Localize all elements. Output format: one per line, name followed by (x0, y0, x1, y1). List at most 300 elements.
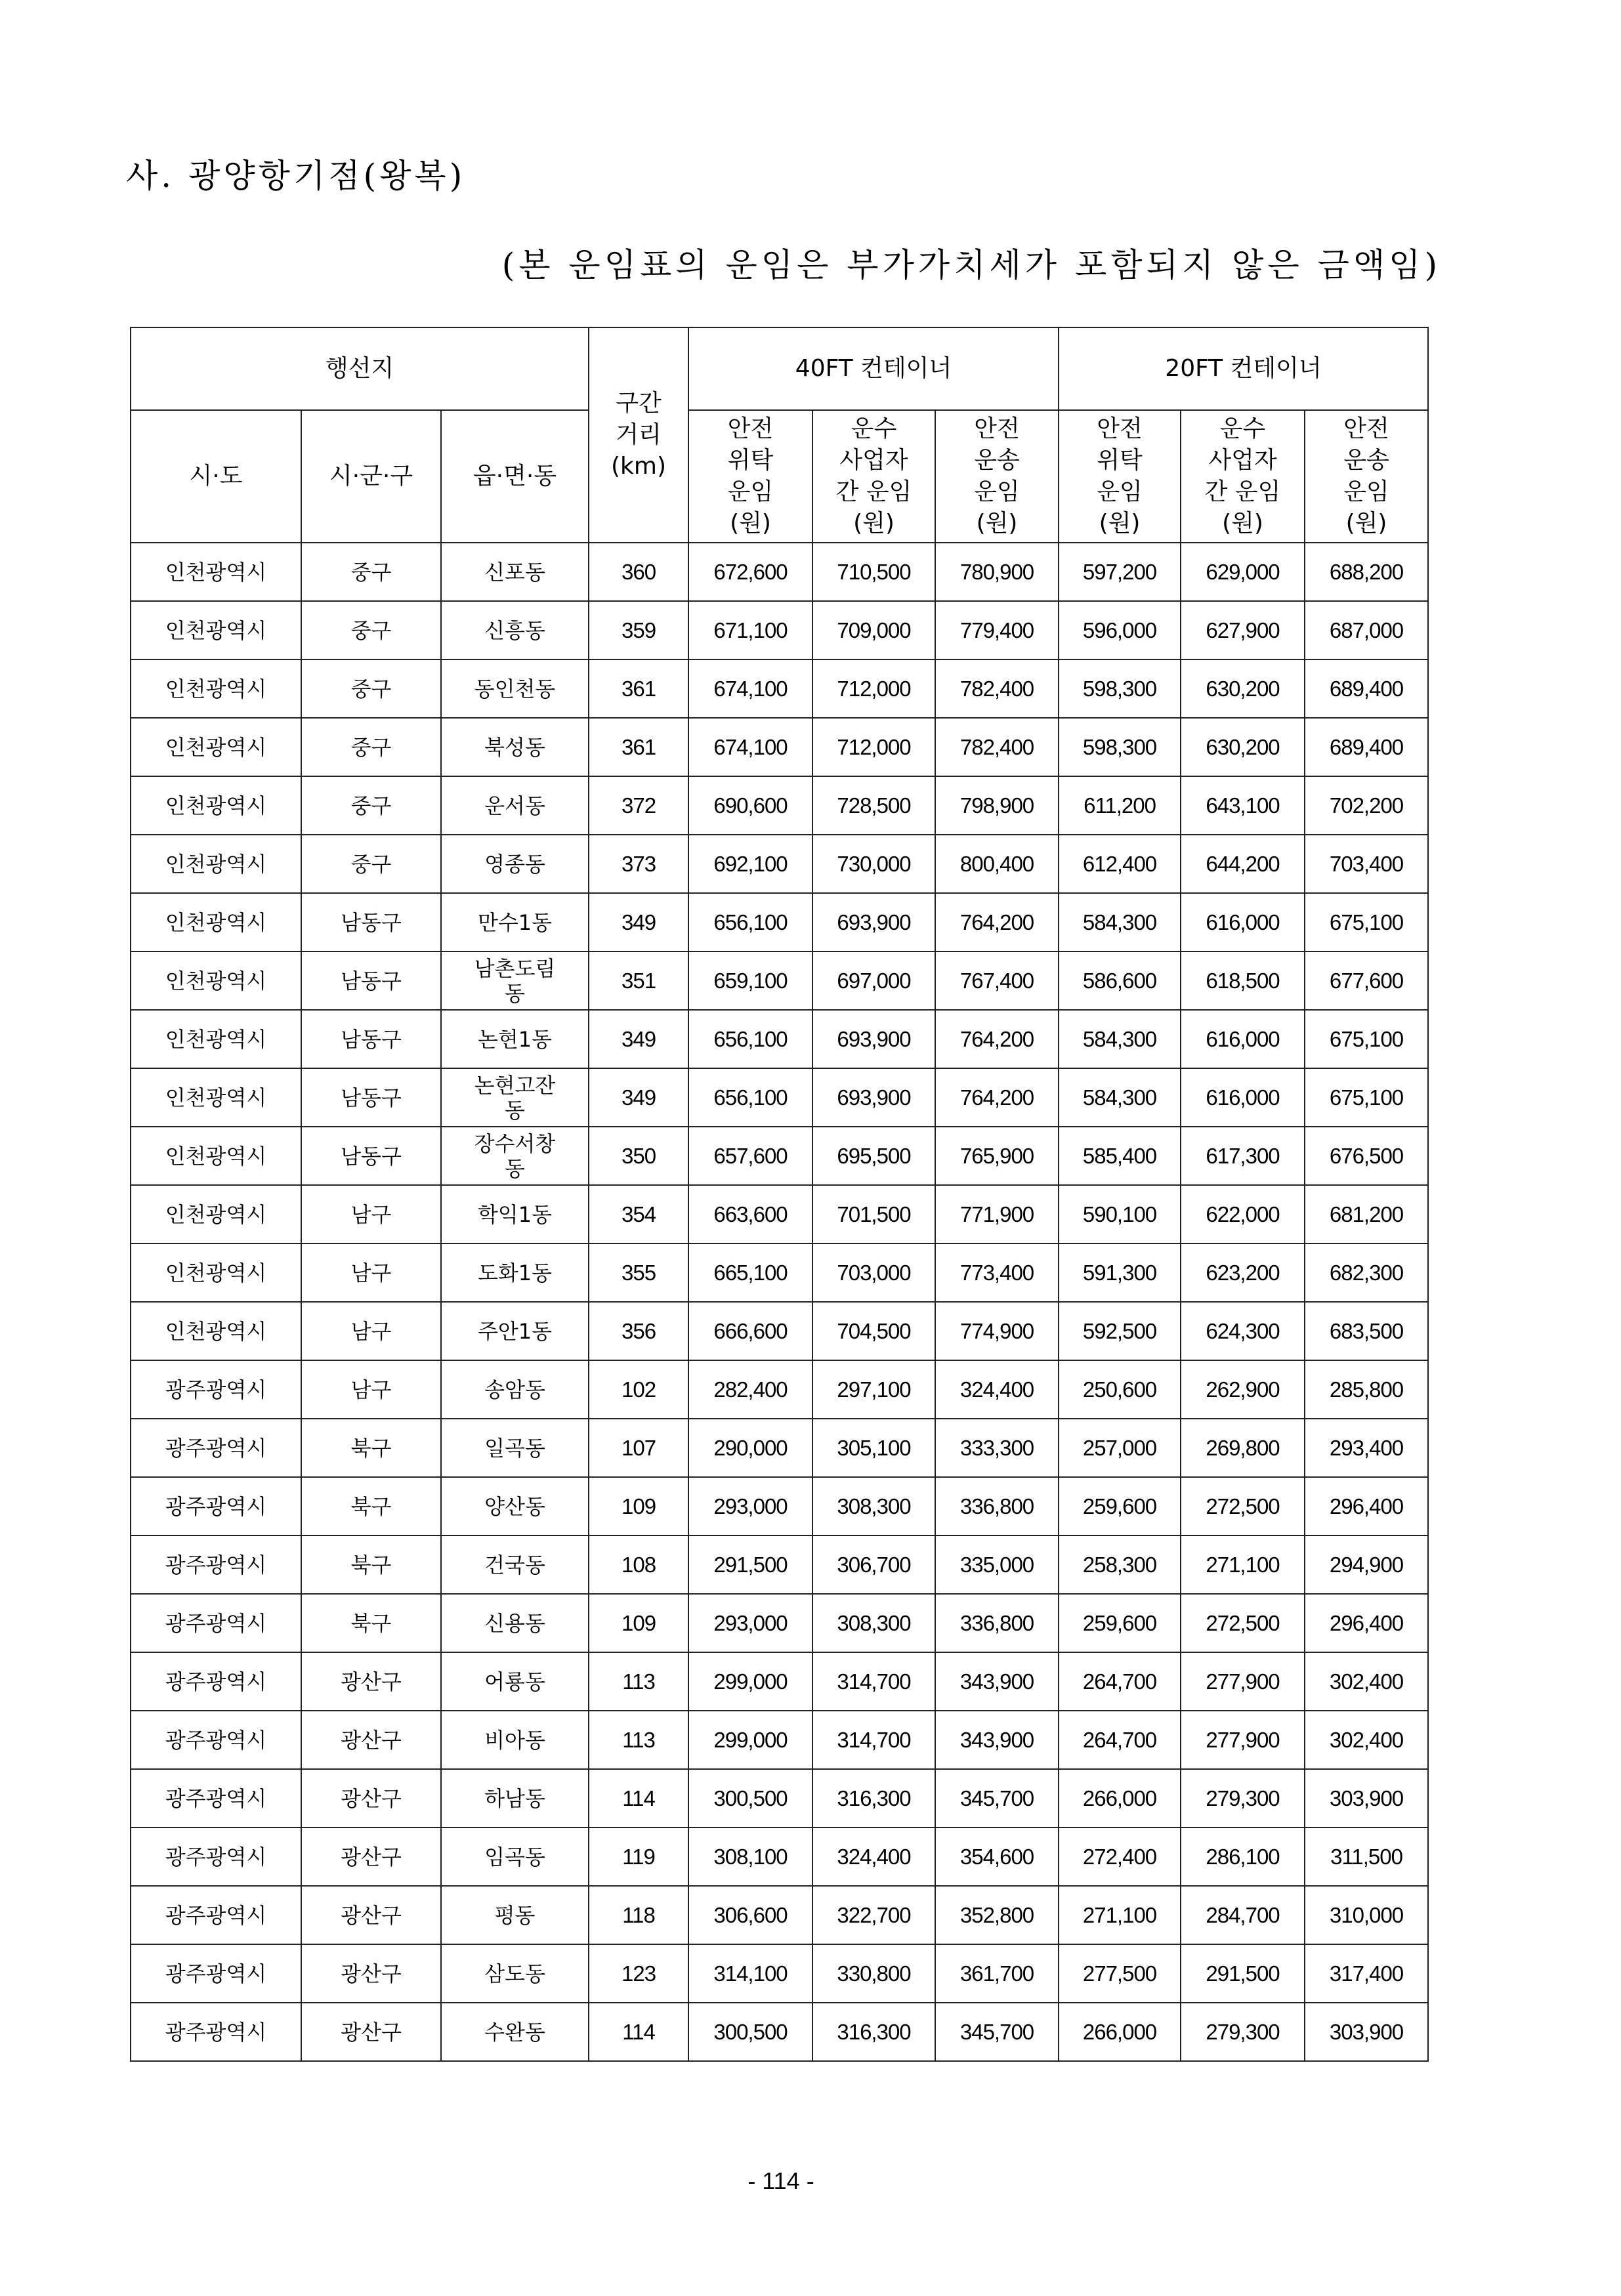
ft20-carrier-cell: 279,300 (1181, 2003, 1305, 2061)
sido-cell: 광주광역시 (131, 1769, 301, 1827)
header-row-2 (131, 410, 1428, 543)
sido-cell: 인천광역시 (131, 1302, 301, 1360)
ft40-safety-transport-cell: 773,400 (935, 1243, 1059, 1302)
ft40-carrier-cell: 730,000 (812, 835, 935, 893)
ft20-safety-transport-cell: 296,400 (1305, 1477, 1428, 1535)
sigungu-cell: 광산구 (301, 1827, 441, 1886)
ft20-carrier-cell: 284,700 (1181, 1886, 1305, 1944)
sido-cell: 광주광역시 (131, 2003, 301, 2061)
ft20-carrier-cell: 644,200 (1181, 835, 1305, 893)
ft40-safety-consign-cell: 293,000 (688, 1594, 812, 1652)
ft40-carrier-cell: 308,300 (812, 1477, 935, 1535)
ft40-safety-transport-cell: 343,900 (935, 1711, 1059, 1769)
sigungu-cell: 광산구 (301, 2003, 441, 2061)
dong-cell: 주안1동 (441, 1302, 589, 1360)
ft40-carrier-cell: 697,000 (812, 951, 935, 1010)
ft20-carrier-cell: 279,300 (1181, 1769, 1305, 1827)
ft40-safety-consign-cell: 659,100 (688, 951, 812, 1010)
dong-cell: 신포동 (441, 543, 589, 601)
table-row (131, 1886, 1428, 1944)
distance-cell: 109 (589, 1477, 688, 1535)
ft40-safety-transport-cell: 345,700 (935, 1769, 1059, 1827)
ft20-safety-transport-cell: 675,100 (1305, 1010, 1428, 1068)
ft40-carrier-cell: 297,100 (812, 1360, 935, 1419)
table-row (131, 543, 1428, 601)
ft20-safety-consign-cell: 584,300 (1059, 1010, 1181, 1068)
sigungu-cell: 남동구 (301, 893, 441, 951)
ft20-safety-transport-cell: 676,500 (1305, 1127, 1428, 1185)
ft20-safety-consign-cell: 271,100 (1059, 1886, 1181, 1944)
ft20-carrier-cell: 624,300 (1181, 1302, 1305, 1360)
page-number: - 114 - (747, 2167, 814, 2194)
ft40-safety-transport-cell: 782,400 (935, 659, 1059, 718)
sido-cell: 인천광역시 (131, 659, 301, 718)
table-body (131, 543, 1428, 2061)
ft20-safety-transport-cell: 293,400 (1305, 1419, 1428, 1477)
ft20-carrier-cell: 623,200 (1181, 1243, 1305, 1302)
sido-cell: 인천광역시 (131, 1068, 301, 1127)
ft20-safety-transport-cell: 296,400 (1305, 1594, 1428, 1652)
ft20-carrier-cell: 291,500 (1181, 1944, 1305, 2003)
sigungu-cell: 북구 (301, 1535, 441, 1594)
dong-cell: 남촌도림 동 (441, 951, 589, 1010)
table-row (131, 1477, 1428, 1535)
ft40-carrier-cell: 314,700 (812, 1652, 935, 1711)
ft40-safety-transport-cell: 345,700 (935, 2003, 1059, 2061)
dong-cell: 논현1동 (441, 1010, 589, 1068)
ft20-carrier-cell: 271,100 (1181, 1535, 1305, 1594)
sigungu-cell: 남구 (301, 1360, 441, 1419)
ft20-safety-transport-cell: 285,800 (1305, 1360, 1428, 1419)
ft40-carrier-cell: 712,000 (812, 718, 935, 776)
distance-cell: 114 (589, 1769, 688, 1827)
ft40-safety-consign-cell: 282,400 (688, 1360, 812, 1419)
ft20-safety-consign-cell: 277,500 (1059, 1944, 1181, 2003)
sido-cell: 인천광역시 (131, 1127, 301, 1185)
ft20-safety-transport-cell: 311,500 (1305, 1827, 1428, 1886)
sido-cell: 광주광역시 (131, 1477, 301, 1535)
distance-cell: 354 (589, 1185, 688, 1243)
distance-cell: 113 (589, 1652, 688, 1711)
ft20-safety-transport-cell: 689,400 (1305, 718, 1428, 776)
ft40-safety-consign-cell: 656,100 (688, 1068, 812, 1127)
ft40-safety-transport-cell: 779,400 (935, 601, 1059, 659)
ft20-carrier-cell: 643,100 (1181, 776, 1305, 835)
sigungu-cell: 중구 (301, 601, 441, 659)
table-row (131, 1827, 1428, 1886)
ft40-safety-transport-cell: 324,400 (935, 1360, 1059, 1419)
sido-cell: 광주광역시 (131, 1886, 301, 1944)
sido-cell: 광주광역시 (131, 1419, 301, 1477)
ft40-carrier-cell: 728,500 (812, 776, 935, 835)
sigungu-cell: 광산구 (301, 1711, 441, 1769)
ft20-safety-transport-cell: 302,400 (1305, 1652, 1428, 1711)
sido-cell: 광주광역시 (131, 1594, 301, 1652)
ft20-carrier-cell: 269,800 (1181, 1419, 1305, 1477)
sigungu-cell: 남구 (301, 1185, 441, 1243)
ft40-safety-transport-cell: 780,900 (935, 543, 1059, 601)
ft40-safety-transport-cell: 336,800 (935, 1594, 1059, 1652)
freight-rate-table (130, 327, 1429, 2062)
sigungu-cell: 중구 (301, 718, 441, 776)
table-row (131, 1302, 1428, 1360)
distance-cell: 114 (589, 2003, 688, 2061)
ft20-safety-consign-cell: 257,000 (1059, 1419, 1181, 1477)
dong-cell: 학익1동 (441, 1185, 589, 1243)
distance-cell: 349 (589, 893, 688, 951)
ft40-safety-consign-cell: 663,600 (688, 1185, 812, 1243)
dong-cell: 일곡동 (441, 1419, 589, 1477)
ft40-safety-transport-cell: 798,900 (935, 776, 1059, 835)
header-sigungu: 시·군·구 (301, 410, 441, 543)
header-20ft-carrier-rate: 운수 사업자 간 운임 (원) (1181, 410, 1305, 543)
distance-cell: 351 (589, 951, 688, 1010)
ft20-safety-transport-cell: 303,900 (1305, 2003, 1428, 2061)
ft40-carrier-cell: 693,900 (812, 1068, 935, 1127)
ft20-safety-consign-cell: 611,200 (1059, 776, 1181, 835)
ft20-carrier-cell: 630,200 (1181, 659, 1305, 718)
sido-cell: 인천광역시 (131, 718, 301, 776)
table-row (131, 601, 1428, 659)
table-row (131, 1769, 1428, 1827)
table-row (131, 1243, 1428, 1302)
sido-cell: 인천광역시 (131, 776, 301, 835)
table-row (131, 2003, 1428, 2061)
ft20-safety-consign-cell: 266,000 (1059, 2003, 1181, 2061)
distance-cell: 118 (589, 1886, 688, 1944)
dong-cell: 양산동 (441, 1477, 589, 1535)
ft40-safety-transport-cell: 800,400 (935, 835, 1059, 893)
ft40-safety-transport-cell: 764,200 (935, 1010, 1059, 1068)
ft40-safety-consign-cell: 306,600 (688, 1886, 812, 1944)
ft40-safety-consign-cell: 299,000 (688, 1711, 812, 1769)
ft20-safety-consign-cell: 585,400 (1059, 1127, 1181, 1185)
dong-cell: 수완동 (441, 2003, 589, 2061)
ft20-safety-transport-cell: 675,100 (1305, 1068, 1428, 1127)
ft20-safety-transport-cell: 702,200 (1305, 776, 1428, 835)
ft40-carrier-cell: 704,500 (812, 1302, 935, 1360)
ft20-safety-transport-cell: 317,400 (1305, 1944, 1428, 2003)
ft20-carrier-cell: 277,900 (1181, 1652, 1305, 1711)
section-title: 사. 광양항기점(왕복) (126, 157, 466, 195)
sido-cell: 인천광역시 (131, 1010, 301, 1068)
ft40-carrier-cell: 710,500 (812, 543, 935, 601)
distance-cell: 361 (589, 718, 688, 776)
sigungu-cell: 북구 (301, 1594, 441, 1652)
dong-cell: 북성동 (441, 718, 589, 776)
dong-cell: 건국동 (441, 1535, 589, 1594)
distance-cell: 360 (589, 543, 688, 601)
sido-cell: 인천광역시 (131, 1243, 301, 1302)
ft20-carrier-cell: 616,000 (1181, 893, 1305, 951)
ft40-safety-consign-cell: 299,000 (688, 1652, 812, 1711)
ft40-safety-consign-cell: 674,100 (688, 718, 812, 776)
ft20-safety-transport-cell: 310,000 (1305, 1886, 1428, 1944)
ft20-safety-transport-cell: 675,100 (1305, 893, 1428, 951)
ft20-safety-consign-cell: 598,300 (1059, 659, 1181, 718)
ft40-carrier-cell: 693,900 (812, 893, 935, 951)
sigungu-cell: 광산구 (301, 1652, 441, 1711)
table-row (131, 718, 1428, 776)
table-row (131, 1360, 1428, 1419)
ft20-safety-transport-cell: 682,300 (1305, 1243, 1428, 1302)
ft40-safety-consign-cell: 656,100 (688, 1010, 812, 1068)
distance-cell: 349 (589, 1010, 688, 1068)
ft40-carrier-cell: 712,000 (812, 659, 935, 718)
ft40-safety-transport-cell: 767,400 (935, 951, 1059, 1010)
ft20-carrier-cell: 627,900 (1181, 601, 1305, 659)
dong-cell: 하남동 (441, 1769, 589, 1827)
distance-cell: 359 (589, 601, 688, 659)
ft40-safety-transport-cell: 782,400 (935, 718, 1059, 776)
ft20-safety-consign-cell: 586,600 (1059, 951, 1181, 1010)
ft20-safety-transport-cell: 688,200 (1305, 543, 1428, 601)
sigungu-cell: 북구 (301, 1419, 441, 1477)
ft40-safety-consign-cell: 290,000 (688, 1419, 812, 1477)
header-eupmyeondong: 읍·면·동 (441, 410, 589, 543)
ft20-safety-consign-cell: 264,700 (1059, 1711, 1181, 1769)
ft20-safety-transport-cell: 681,200 (1305, 1185, 1428, 1243)
ft20-safety-consign-cell: 264,700 (1059, 1652, 1181, 1711)
distance-cell: 109 (589, 1594, 688, 1652)
sido-cell: 인천광역시 (131, 893, 301, 951)
table-row (131, 659, 1428, 718)
ft20-safety-consign-cell: 258,300 (1059, 1535, 1181, 1594)
table-row (131, 1594, 1428, 1652)
ft20-safety-transport-cell: 687,000 (1305, 601, 1428, 659)
table-row (131, 776, 1428, 835)
header-40ft-group: 40FT 컨테이너 (688, 327, 1059, 410)
ft40-carrier-cell: 306,700 (812, 1535, 935, 1594)
distance-cell: 350 (589, 1127, 688, 1185)
ft20-safety-transport-cell: 302,400 (1305, 1711, 1428, 1769)
header-20ft-safety-transport-rate: 안전 운송 운임 (원) (1305, 410, 1428, 543)
ft20-safety-transport-cell: 294,900 (1305, 1535, 1428, 1594)
ft40-safety-transport-cell: 336,800 (935, 1477, 1059, 1535)
dong-cell: 논현고잔 동 (441, 1068, 589, 1127)
table-row (131, 1185, 1428, 1243)
ft20-safety-consign-cell: 259,600 (1059, 1477, 1181, 1535)
dong-cell: 신흥동 (441, 601, 589, 659)
ft40-safety-transport-cell: 352,800 (935, 1886, 1059, 1944)
ft40-safety-transport-cell: 361,700 (935, 1944, 1059, 2003)
ft40-safety-consign-cell: 656,100 (688, 893, 812, 951)
header-20ft-safety-consign-rate: 안전 위탁 운임 (원) (1059, 410, 1181, 543)
header-destination: 행선지 (131, 327, 589, 410)
sido-cell: 광주광역시 (131, 1711, 301, 1769)
table-row (131, 1068, 1428, 1127)
ft40-carrier-cell: 693,900 (812, 1010, 935, 1068)
ft20-safety-consign-cell: 591,300 (1059, 1243, 1181, 1302)
ft20-safety-consign-cell: 598,300 (1059, 718, 1181, 776)
ft20-safety-transport-cell: 677,600 (1305, 951, 1428, 1010)
distance-cell: 349 (589, 1068, 688, 1127)
ft20-safety-consign-cell: 590,100 (1059, 1185, 1181, 1243)
ft20-carrier-cell: 622,000 (1181, 1185, 1305, 1243)
sigungu-cell: 남구 (301, 1302, 441, 1360)
ft40-safety-transport-cell: 771,900 (935, 1185, 1059, 1243)
table-row (131, 835, 1428, 893)
ft40-safety-consign-cell: 308,100 (688, 1827, 812, 1886)
distance-cell: 113 (589, 1711, 688, 1769)
header-40ft-safety-consign-rate: 안전 위탁 운임 (원) (688, 410, 812, 543)
distance-cell: 119 (589, 1827, 688, 1886)
sigungu-cell: 남동구 (301, 951, 441, 1010)
ft40-safety-consign-cell: 671,100 (688, 601, 812, 659)
ft40-safety-consign-cell: 314,100 (688, 1944, 812, 2003)
dong-cell: 동인천동 (441, 659, 589, 718)
ft40-carrier-cell: 330,800 (812, 1944, 935, 2003)
ft20-safety-consign-cell: 584,300 (1059, 893, 1181, 951)
sigungu-cell: 광산구 (301, 1886, 441, 1944)
distance-cell: 107 (589, 1419, 688, 1477)
ft40-safety-consign-cell: 300,500 (688, 2003, 812, 2061)
distance-cell: 361 (589, 659, 688, 718)
dong-cell: 도화1동 (441, 1243, 589, 1302)
header-40ft-safety-transport-rate: 안전 운송 운임 (원) (935, 410, 1059, 543)
sigungu-cell: 광산구 (301, 1769, 441, 1827)
ft40-safety-transport-cell: 764,200 (935, 1068, 1059, 1127)
sigungu-cell: 남동구 (301, 1010, 441, 1068)
distance-cell: 102 (589, 1360, 688, 1419)
distance-cell: 123 (589, 1944, 688, 2003)
ft20-safety-consign-cell: 272,400 (1059, 1827, 1181, 1886)
ft20-carrier-cell: 630,200 (1181, 718, 1305, 776)
ft40-carrier-cell: 322,700 (812, 1886, 935, 1944)
ft40-safety-consign-cell: 293,000 (688, 1477, 812, 1535)
sigungu-cell: 중구 (301, 776, 441, 835)
header-row-1 (131, 327, 1428, 410)
header-distance: 구간 거리 (km) (589, 327, 688, 543)
ft40-carrier-cell: 324,400 (812, 1827, 935, 1886)
ft20-safety-consign-cell: 597,200 (1059, 543, 1181, 601)
sigungu-cell: 광산구 (301, 1944, 441, 2003)
header-40ft-carrier-rate: 운수 사업자 간 운임 (원) (812, 410, 935, 543)
ft40-safety-transport-cell: 343,900 (935, 1652, 1059, 1711)
vat-notice: (본 운임표의 운임은 부가가치세가 포함되지 않은 금액임) (501, 246, 1441, 284)
sido-cell: 인천광역시 (131, 601, 301, 659)
ft20-safety-consign-cell: 596,000 (1059, 601, 1181, 659)
table-row (131, 1944, 1428, 2003)
ft20-safety-consign-cell: 266,000 (1059, 1769, 1181, 1827)
sigungu-cell: 중구 (301, 659, 441, 718)
ft40-carrier-cell: 316,300 (812, 1769, 935, 1827)
ft40-safety-consign-cell: 674,100 (688, 659, 812, 718)
distance-cell: 373 (589, 835, 688, 893)
dong-cell: 운서동 (441, 776, 589, 835)
sigungu-cell: 중구 (301, 543, 441, 601)
ft40-safety-consign-cell: 692,100 (688, 835, 812, 893)
ft40-safety-transport-cell: 774,900 (935, 1302, 1059, 1360)
sido-cell: 광주광역시 (131, 1827, 301, 1886)
ft20-carrier-cell: 277,900 (1181, 1711, 1305, 1769)
ft20-safety-transport-cell: 683,500 (1305, 1302, 1428, 1360)
ft40-safety-transport-cell: 764,200 (935, 893, 1059, 951)
ft20-carrier-cell: 272,500 (1181, 1594, 1305, 1652)
distance-cell: 355 (589, 1243, 688, 1302)
ft40-safety-transport-cell: 765,900 (935, 1127, 1059, 1185)
sido-cell: 광주광역시 (131, 1944, 301, 2003)
table-row (131, 1419, 1428, 1477)
header-20ft-group: 20FT 컨테이너 (1059, 327, 1428, 410)
dong-cell: 비아동 (441, 1711, 589, 1769)
dong-cell: 평동 (441, 1886, 589, 1944)
table-row (131, 1535, 1428, 1594)
table-row (131, 951, 1428, 1010)
ft20-carrier-cell: 616,000 (1181, 1068, 1305, 1127)
table-row (131, 1010, 1428, 1068)
ft40-carrier-cell: 703,000 (812, 1243, 935, 1302)
ft40-safety-consign-cell: 291,500 (688, 1535, 812, 1594)
ft40-carrier-cell: 709,000 (812, 601, 935, 659)
sido-cell: 인천광역시 (131, 543, 301, 601)
ft20-safety-consign-cell: 250,600 (1059, 1360, 1181, 1419)
ft40-safety-consign-cell: 300,500 (688, 1769, 812, 1827)
ft20-carrier-cell: 262,900 (1181, 1360, 1305, 1419)
table-row (131, 893, 1428, 951)
sido-cell: 광주광역시 (131, 1360, 301, 1419)
sigungu-cell: 중구 (301, 835, 441, 893)
sido-cell: 인천광역시 (131, 1185, 301, 1243)
ft40-safety-transport-cell: 354,600 (935, 1827, 1059, 1886)
dong-cell: 영종동 (441, 835, 589, 893)
ft20-carrier-cell: 286,100 (1181, 1827, 1305, 1886)
sido-cell: 광주광역시 (131, 1652, 301, 1711)
sigungu-cell: 북구 (301, 1477, 441, 1535)
dong-cell: 만수1동 (441, 893, 589, 951)
ft20-carrier-cell: 629,000 (1181, 543, 1305, 601)
ft40-safety-transport-cell: 333,300 (935, 1419, 1059, 1477)
sigungu-cell: 남구 (301, 1243, 441, 1302)
ft20-safety-transport-cell: 703,400 (1305, 835, 1428, 893)
distance-cell: 372 (589, 776, 688, 835)
sido-cell: 인천광역시 (131, 951, 301, 1010)
ft40-carrier-cell: 314,700 (812, 1711, 935, 1769)
ft20-safety-consign-cell: 592,500 (1059, 1302, 1181, 1360)
dong-cell: 임곡동 (441, 1827, 589, 1886)
dong-cell: 삼도동 (441, 1944, 589, 2003)
ft20-safety-consign-cell: 584,300 (1059, 1068, 1181, 1127)
ft40-safety-consign-cell: 690,600 (688, 776, 812, 835)
distance-cell: 356 (589, 1302, 688, 1360)
table-row (131, 1127, 1428, 1185)
sido-cell: 광주광역시 (131, 1535, 301, 1594)
ft40-safety-consign-cell: 665,100 (688, 1243, 812, 1302)
ft20-carrier-cell: 272,500 (1181, 1477, 1305, 1535)
dong-cell: 어룡동 (441, 1652, 589, 1711)
ft20-safety-consign-cell: 612,400 (1059, 835, 1181, 893)
ft40-safety-consign-cell: 672,600 (688, 543, 812, 601)
ft20-safety-transport-cell: 303,900 (1305, 1769, 1428, 1827)
ft40-safety-consign-cell: 666,600 (688, 1302, 812, 1360)
ft40-carrier-cell: 308,300 (812, 1594, 935, 1652)
dong-cell: 송암동 (441, 1360, 589, 1419)
ft40-carrier-cell: 316,300 (812, 2003, 935, 2061)
dong-cell: 신용동 (441, 1594, 589, 1652)
ft40-carrier-cell: 695,500 (812, 1127, 935, 1185)
ft40-safety-consign-cell: 657,600 (688, 1127, 812, 1185)
sido-cell: 인천광역시 (131, 835, 301, 893)
table-row (131, 1711, 1428, 1769)
dong-cell: 장수서창 동 (441, 1127, 589, 1185)
table-row (131, 1652, 1428, 1711)
ft20-safety-transport-cell: 689,400 (1305, 659, 1428, 718)
ft40-carrier-cell: 305,100 (812, 1419, 935, 1477)
ft20-carrier-cell: 618,500 (1181, 951, 1305, 1010)
ft20-carrier-cell: 617,300 (1181, 1127, 1305, 1185)
ft40-carrier-cell: 701,500 (812, 1185, 935, 1243)
distance-cell: 108 (589, 1535, 688, 1594)
